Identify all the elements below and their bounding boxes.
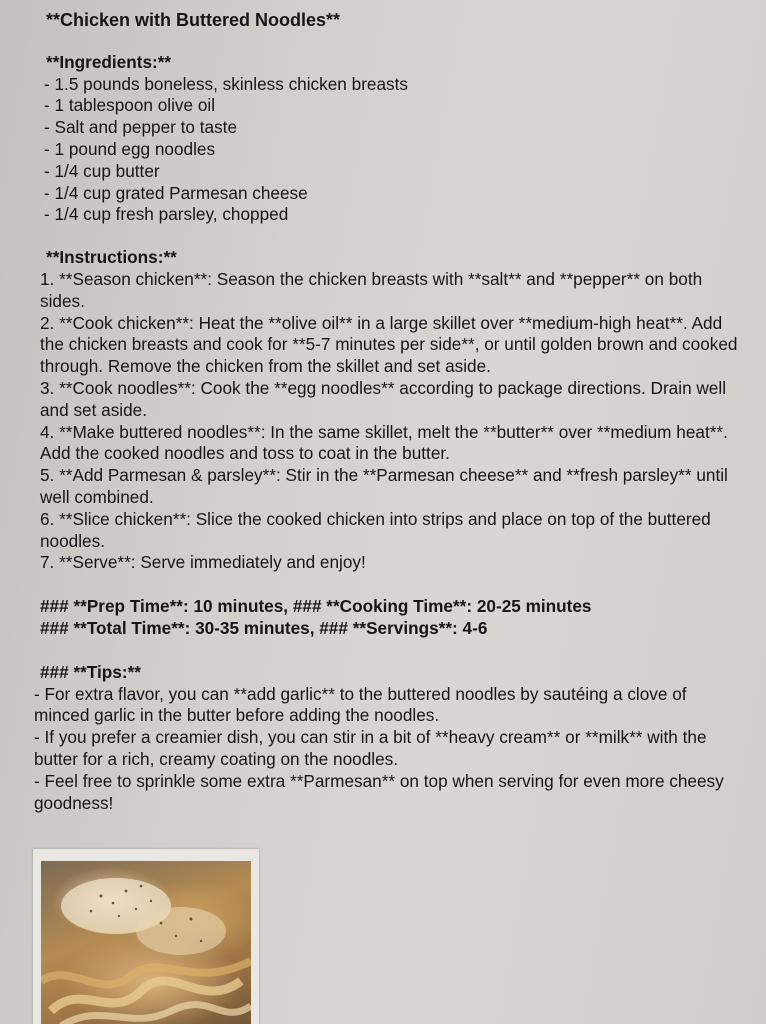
total-time-servings: ### **Total Time**: 30-35 minutes, ### **Servings**: 4-6 (40, 617, 488, 638)
instruction-step: 1. **Season chicken**: Season the chicken breasts with **salt** and **pepper** on both sides. (40, 268, 703, 311)
tips-heading: ### **Tips:** (40, 661, 141, 682)
ingredients-list (44, 74, 740, 227)
tip-item: - Feel free to sprinkle some extra **Parmesan** on top when serving for even more cheesy goodness! (34, 770, 724, 813)
ingredient-item: - Salt and pepper to taste (44, 117, 238, 138)
ingredient-item: - 1 tablespoon olive oil (44, 95, 216, 116)
tips-list (34, 684, 740, 815)
instructions-heading: **Instructions:** (46, 247, 177, 268)
ingredients-heading: **Ingredients:** (46, 51, 172, 72)
instruction-step: 4. **Make buttered noodles**: In the same skillet, melt the **butter** over **medium heat**. Add the cooked noodles and toss to coat in the butter. (40, 421, 728, 464)
instruction-step: 6. **Slice chicken**: Slice the cooked chicken into strips and place on top of the buttered noodles. (40, 508, 711, 551)
tip-item: - If you prefer a creamier dish, you can stir in a bit of **heavy cream** or **milk** with the butter for a rich, creamy coating on the noodles. (34, 727, 707, 769)
prep-cook-time: ### **Prep Time**: 10 minutes, ### **Cooking Time**: 20-25 minutes (40, 596, 592, 617)
time-summary (40, 596, 740, 640)
instruction-step: 7. **Serve**: Serve immediately and enjoy! (40, 552, 366, 573)
ingredient-item: - 1 pound egg noodles (44, 138, 216, 159)
instruction-step: 5. **Add Parmesan & parsley**: Stir in the **Parmesan cheese** and **fresh parsley** until well combined. (40, 465, 728, 507)
instruction-step: 2. **Cook chicken**: Heat the **olive oil** in a large skillet over **medium-high heat**. Add the chicken breasts and cook for **5-7 minutes per side**, or until golden brown and cooked through. Remove the chicken from the skillet and set aside. (40, 312, 738, 377)
ingredient-item: - 1.5 pounds boneless, skinless chicken breasts (44, 73, 409, 94)
ingredient-item: - 1/4 cup butter (44, 160, 160, 181)
instruction-step: 3. **Cook noodles**: Cook the **egg noodles** according to package directions. Drain well and set aside. (40, 377, 727, 420)
noodles-chicken-illustration (41, 861, 251, 1024)
tip-item: - For extra flavor, you can **add garlic** to the buttered noodles by sautéing a clove of minced garlic in the butter before adding the noodles. (34, 683, 687, 726)
instructions-list (40, 269, 740, 574)
recipe-title: **Chicken with Buttered Noodles** (46, 10, 341, 30)
dish-photo-frame (33, 849, 259, 1024)
ingredient-item: - 1/4 cup fresh parsley, chopped (44, 204, 289, 225)
recipe-text (34, 10, 740, 814)
ingredient-item: - 1/4 cup grated Parmesan cheese (44, 182, 308, 203)
dish-photo (41, 861, 251, 1024)
